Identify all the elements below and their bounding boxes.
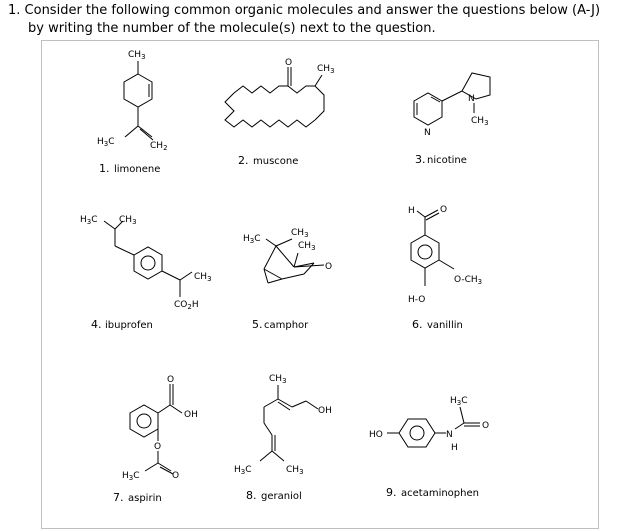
acetaminophen-o: O: [482, 421, 490, 431]
acetaminophen-h3c: $H_3C$: [450, 396, 468, 407]
camphor-h3c: $H_3C$: [243, 234, 261, 245]
label-1-number: 1.: [99, 162, 110, 175]
geraniol-oh: OH: [318, 406, 332, 416]
vanillin-ho: H-O: [408, 295, 426, 305]
label-8-number: 8.: [246, 489, 257, 502]
question-line-2: by writing the number of the molecule(s) next to the question.: [28, 21, 436, 36]
geraniol-h3c: $H_3C$: [234, 465, 252, 476]
label-9-name: acetaminophen: [401, 488, 479, 499]
ibuprofen-ch3-top: $CH_3$: [119, 215, 137, 226]
aspirin-oh: OH: [184, 410, 198, 420]
label-6-name: vanillin: [427, 320, 463, 331]
muscone-o: O: [285, 58, 293, 68]
vanillin-o: O: [440, 205, 448, 215]
aspirin-structure: [113, 375, 198, 504]
acetaminophen-h: H: [451, 443, 458, 453]
label-4-name: ibuprofen: [105, 320, 153, 331]
aspirin-o-ester: O: [154, 442, 162, 452]
molecules-figure: [41, 40, 599, 529]
label-1-name: limonene: [114, 164, 161, 175]
acetaminophen-structure: [369, 396, 489, 499]
aspirin-o-top: O: [167, 375, 175, 385]
ibuprofen-h3c: $H_3C$: [80, 215, 98, 226]
label-7-number: 7.: [113, 491, 124, 504]
muscone-ch3: $CH_3$: [317, 64, 335, 75]
nicotine-ch3: $CH_3$: [471, 116, 489, 127]
question-line-1: 1. Consider the following common organic molecules and answer the questions below (A-J): [8, 3, 601, 18]
ibuprofen-co2h: $CO_2H$: [174, 300, 199, 311]
camphor-structure: [243, 228, 332, 331]
acetaminophen-n: N: [446, 430, 453, 440]
camphor-ch3-b: $CH_3$: [298, 241, 316, 252]
label-3-number: 3.: [415, 153, 426, 166]
camphor-o: O: [325, 262, 333, 272]
molecule-structures: [42, 41, 598, 528]
acetaminophen-ho: HO: [369, 430, 383, 440]
nicotine-n-pyrrolidine: N: [468, 94, 475, 104]
label-2-name: muscone: [253, 156, 299, 167]
limonene-ch2: $CH_2$: [150, 141, 168, 152]
label-3-name: nicotine: [427, 155, 467, 166]
limonene-ch3-top: $CH_3$: [128, 50, 146, 61]
label-2-number: 2.: [238, 154, 249, 167]
nicotine-structure: [414, 73, 490, 166]
question-text: [8, 2, 600, 38]
vanillin-h: H: [408, 206, 415, 216]
label-4-number: 4.: [91, 318, 102, 331]
nicotine-n-ring: N: [424, 128, 431, 138]
label-7-name: aspirin: [128, 493, 162, 504]
aspirin-h3c: $H_3C$: [122, 471, 140, 482]
label-5-number: 5.: [252, 318, 263, 331]
camphor-ch3-a: $CH_3$: [291, 228, 309, 239]
aspirin-o-carbonyl: O: [172, 471, 180, 481]
ibuprofen-ch3: $CH_3$: [194, 272, 212, 283]
ibuprofen-structure: [80, 215, 212, 331]
label-6-number: 6.: [412, 318, 423, 331]
label-9-number: 9.: [386, 486, 397, 499]
geraniol-ch3: $CH_3$: [286, 465, 304, 476]
limonene-h3c: $H_3C$: [97, 137, 115, 148]
geraniol-ch3-top: $CH_3$: [269, 374, 287, 385]
muscone-structure: [225, 58, 335, 167]
vanillin-och3: $O-CH_3$: [454, 275, 483, 286]
label-8-name: geraniol: [261, 491, 302, 502]
limonene-structure: [97, 50, 168, 175]
vanillin-structure: [408, 205, 482, 331]
label-5-name: camphor: [264, 320, 309, 331]
geraniol-structure: [234, 374, 332, 502]
